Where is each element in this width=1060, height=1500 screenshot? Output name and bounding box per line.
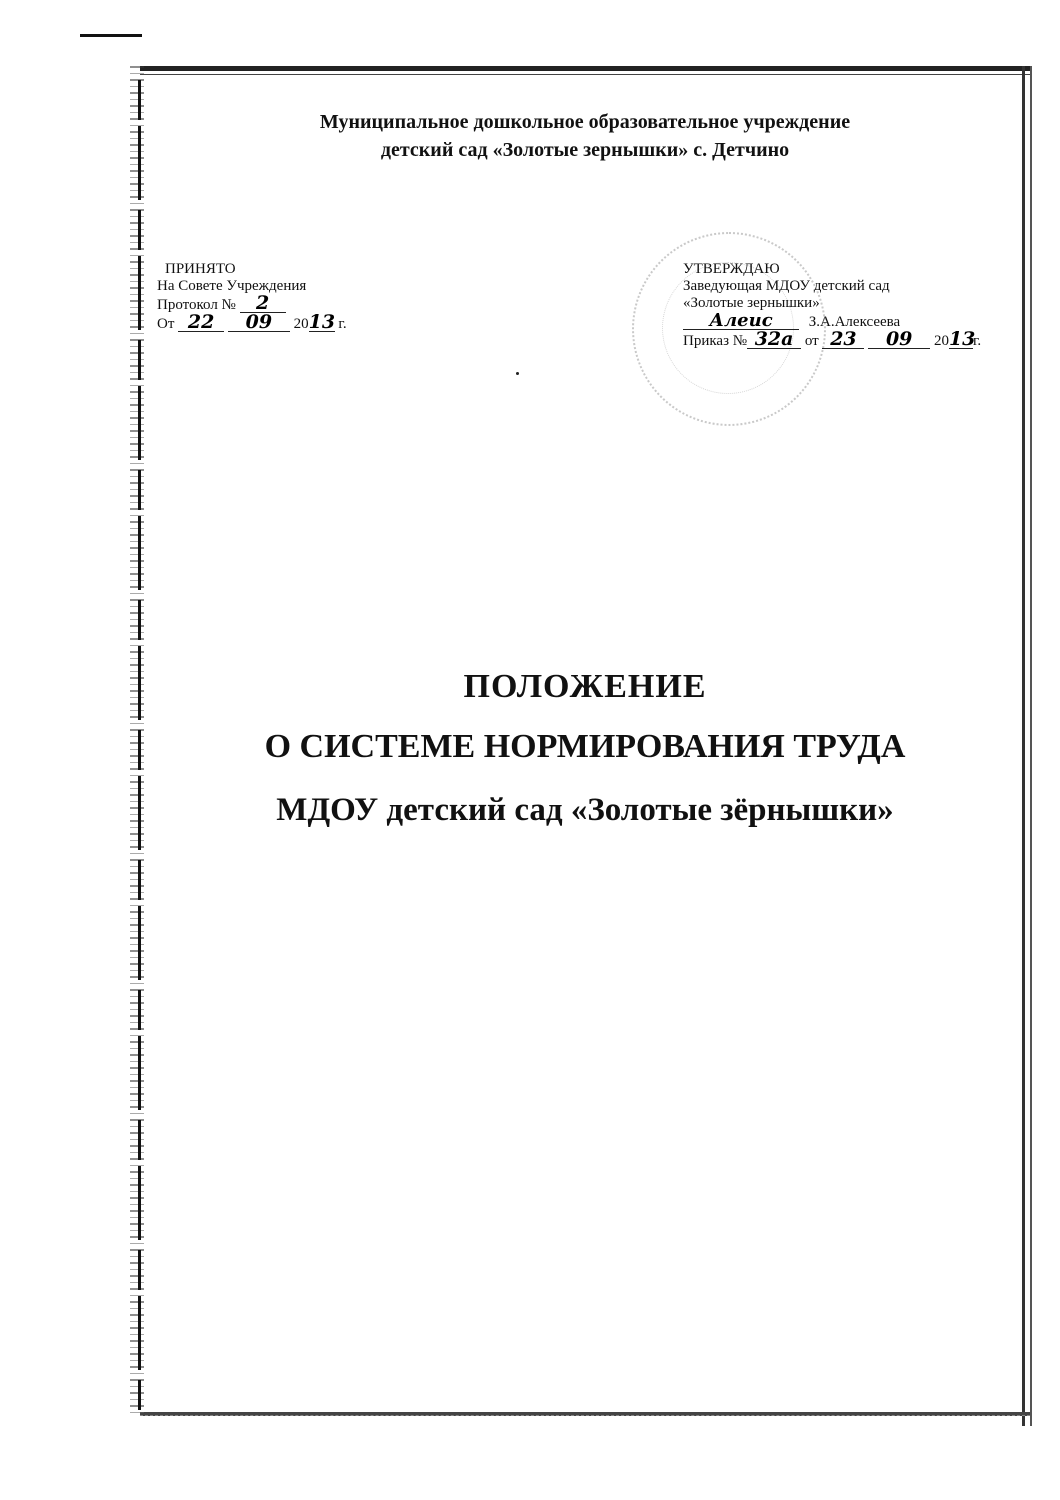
approved-label: УТВЕРЖДАЮ — [683, 261, 780, 277]
accepted-block — [157, 261, 417, 333]
order-number: 32а — [747, 331, 801, 349]
year-suffix: 13 — [308, 311, 336, 333]
date-day: 22 — [178, 314, 224, 332]
order-date-prefix: от — [804, 333, 819, 349]
signer-name: З.А.Алексеева — [808, 314, 901, 330]
frame-left-border — [138, 80, 141, 1410]
signature: Алеис — [683, 312, 799, 330]
date-month: 09 — [228, 314, 290, 332]
order-date-month: 09 — [868, 331, 930, 349]
protocol-number: 2 — [240, 295, 286, 313]
document-subtitle: О СИСТЕМЕ НОРМИРОВАНИЯ ТРУДА — [264, 728, 906, 765]
approved-order — [683, 328, 1023, 350]
order-year-prefix: 20 — [933, 333, 949, 349]
frame-bottom-border — [140, 1412, 1030, 1416]
frame-right-border-thin — [1030, 66, 1032, 1426]
order-year-suffix: 13 — [948, 328, 976, 350]
accepted-date — [157, 311, 417, 333]
frame-top-border — [140, 66, 1030, 71]
order-prefix: Приказ № — [683, 333, 748, 349]
protocol-prefix: Протокол № — [157, 297, 236, 313]
year-prefix: 20 — [293, 316, 309, 332]
institution-name: Муниципальное дошкольное образовательное учреждение — [319, 111, 851, 133]
year-unit: г. — [338, 316, 347, 332]
order-year-unit: г. — [972, 333, 982, 349]
accepted-council: На Совете Учреждения — [157, 278, 307, 294]
frame-left-dotted-border — [130, 66, 144, 1416]
order-date-day: 23 — [822, 331, 864, 349]
approved-position: Заведующая МДОУ детский сад — [683, 278, 890, 294]
approved-org: «Золотые зернышки» — [683, 295, 820, 311]
document-organization: МДОУ детский сад «Золотые зёрнышки» — [276, 792, 894, 828]
institution-location: детский сад «Золотые зернышки» с. Детчино — [380, 139, 790, 161]
approved-block — [683, 261, 1023, 350]
scan-mark — [80, 34, 142, 37]
ink-dot — [516, 372, 519, 375]
document-title: ПОЛОЖЕНИЕ — [463, 668, 707, 705]
institution-header — [150, 108, 1020, 164]
frame-top-border-thin — [140, 74, 1030, 75]
date-prefix: От — [157, 316, 175, 332]
accepted-label: ПРИНЯТО — [165, 261, 236, 277]
